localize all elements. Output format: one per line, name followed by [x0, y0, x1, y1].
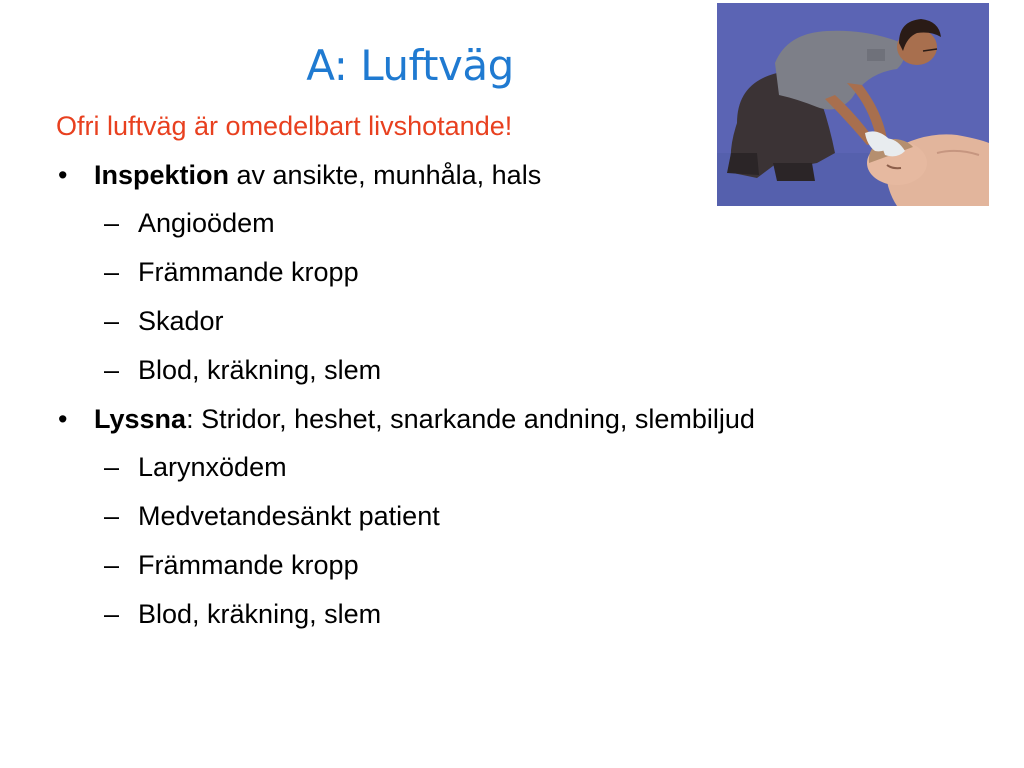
bullet-rest-text: : Stridor, heshet, snarkande andning, slembiljud — [186, 404, 755, 434]
sub-bullet-item — [56, 546, 986, 595]
airway-check-photo — [717, 3, 989, 206]
dash-icon: – — [104, 355, 120, 385]
bullet-rest-text: av ansikte, munhåla, hals — [229, 160, 542, 190]
dash-icon: – — [104, 550, 120, 580]
sub-bullet-text: Angioödem — [138, 208, 275, 238]
sub-bullet-item — [56, 204, 986, 253]
sub-bullet-text: Blod, kräkning, slem — [138, 599, 382, 629]
bullet-text — [94, 156, 541, 194]
bullet-dot-icon: • — [58, 160, 68, 190]
sub-bullet-text: Främmande kropp — [138, 257, 359, 287]
sub-bullet-item — [56, 595, 986, 644]
sub-bullet-text: Främmande kropp — [138, 550, 359, 580]
sub-bullet-item — [56, 302, 986, 351]
sub-bullet-item — [56, 253, 986, 302]
dash-icon: – — [104, 599, 120, 629]
sub-bullet-text: Larynxödem — [138, 452, 287, 482]
dash-icon: – — [104, 306, 120, 336]
bullet-list — [56, 156, 986, 644]
sub-bullet-text: Medvetandesänkt patient — [138, 501, 440, 531]
airway-check-illustration — [717, 3, 989, 206]
slide-subtitle-warning: Ofri luftväg är omedelbart livshotande! — [56, 111, 513, 141]
dash-icon: – — [104, 452, 120, 482]
bullet-text — [94, 400, 755, 438]
dash-icon: – — [104, 257, 120, 287]
bullet-bold-term: Lyssna — [94, 404, 187, 434]
bullet-dot-icon: • — [58, 404, 68, 434]
bullet-item-lyssna — [56, 400, 986, 448]
slide-title: A: Luftväg — [306, 41, 514, 90]
bullet-bold-term: Inspektion — [94, 160, 230, 190]
dash-icon: – — [104, 501, 120, 531]
sub-bullet-item — [56, 448, 986, 497]
sub-bullet-item — [56, 351, 986, 400]
sub-bullet-item — [56, 497, 986, 546]
sub-bullet-text: Blod, kräkning, slem — [138, 355, 382, 385]
dash-icon: – — [104, 208, 120, 238]
sub-bullet-text: Skador — [138, 306, 224, 336]
